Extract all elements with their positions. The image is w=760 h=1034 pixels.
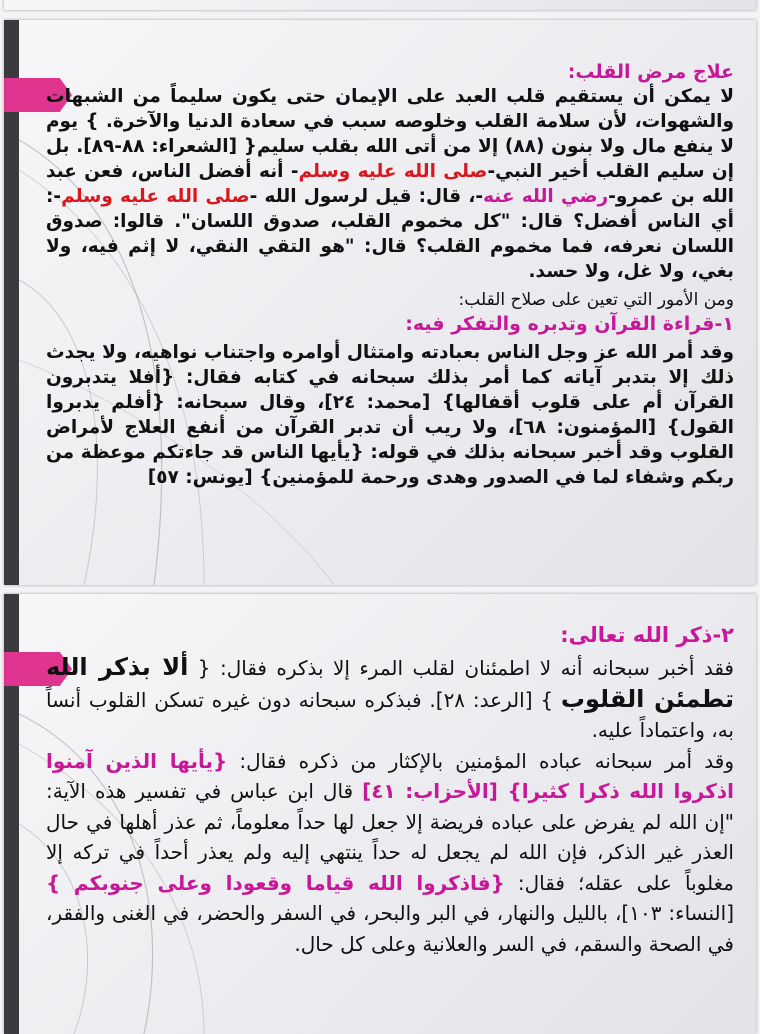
intro-line: ومن الأمور التي تعين على صلاح القلب: (458, 290, 734, 310)
slide-heart-treatment (4, 20, 756, 585)
text-run: قال ابن عباس في تفسير هذه الآية: "إن الله لم يفرض على عباده فريضة إلا جعل لها حداً معلوماً، ثم عذر أهلها في حال العذر غير الذكر، فإن الله لم يجعل له حداً ينتهي إليه ولم يعذر أحداً في تركه إلا مغلوباً على عقله؛ فقال: (46, 779, 734, 895)
paragraph-quran: وقد أمر الله عز وجل الناس بعبادته وامتثال أوامره واجتناب نواهيه، ولا يجدث ذلك إلا بتدبر آياته كما أمر بذلك سبحانه في كتابه فقال: {أفلا يتدبرون القرآن أم على قلوب أقفالها} [محمد: ٢٤]، وقال سبحانه: {أفلم يدبروا القول} [المؤمنون: ٦٨]، ولا ريب أن تدبر القرآن من أنفع العلاج لأمراض القلوب وقد أخبر سبحانه بذلك في قوله: {يأيها الناس قد جاءتكم موعظة من ربكم وشفاء لما في الصدور وهدى ورحمة للمؤمنين} [يونس: ٥٧] (46, 342, 734, 488)
quran-verse: {يأيها الذين آمنوا اذكروا الله ذكرا كثيرا} [الأحزاب: ٤١] (46, 748, 734, 803)
slide1-content (46, 60, 734, 490)
text-run: لا يمكن أن يستقيم قلب العبد على الإيمان حتى يكون سليماً من الشبهات والشهوات، لأن سلامة القلب وخلوصه سبب في سعادة الدنيا والآخرة. } يوم لا ينفع مال ولا بنون (٨٨) إلا من أتى الله بقلب سليم{ [الشعراء: ٨٨-٨٩]. بل إن سليم القلب أخير النبي- (46, 86, 735, 182)
section-title: علاج مرض القلب: (567, 61, 734, 83)
item1-title: ١-قراءة القرآن وتدبره والتفكر فيه: (405, 313, 734, 335)
quran-verse: ألا بذكر الله تطمئن القلوب (46, 653, 735, 713)
text-run: فقد أخبر سبحانه أنه لا اطمئنان لقلب المرء إلا بذكره فقال: { (188, 656, 734, 680)
text-run: - أنه أفضل الناس، فعن عبد الله بن عمرو- (46, 161, 734, 207)
paragraph-dhikr-command (46, 746, 734, 960)
slide-remembrance (4, 594, 756, 1034)
paragraph-dhikr-tranquility (46, 652, 734, 746)
slide2-content (46, 618, 734, 959)
previous-slide-edge (4, 0, 756, 10)
text-run: -: أي الناس أفضل؟ قال: "كل مخموم القلب، صدوق اللسان". قالوا: صدوق اللسان نعرفه، فما مخموم القلب؟ قال: "هو التقي النقي، لا إثم فيه، ولا بغي، ولا غل، ولا حسد. (46, 186, 734, 282)
text-run: وقد أمر سبحانه عباده المؤمنين بالإكثار من ذكره فقال: (227, 748, 734, 773)
quran-verse: {فاذكروا الله قياما وقعودا وعلى جنوبكم } (46, 870, 505, 895)
honorific-salutation: صلى الله عليه وسلم (61, 186, 250, 207)
item2-title: ٢-ذكر الله تعالى: (560, 623, 734, 647)
paragraph-heart-soundness (46, 84, 734, 284)
text-run: -، قال: قيل لرسول الله - (249, 186, 484, 207)
honorific-salutation: صلى الله عليه وسلم (298, 161, 488, 182)
text-run: } [الرعد: ٢٨]. فبذكره سبحانه دون غيره تسكن القلوب أنساً به، واعتماداً عليه. (46, 687, 734, 742)
text-run: [النساء: ١٠٣]، بالليل والنهار، في البر والبحر، في السفر والحضر، في الغنى والفقر، في الصحة والسقم، في السر والعلانية وعلى كل حال. (46, 901, 734, 956)
honorific-radiya: رضي الله عنه (483, 186, 609, 207)
